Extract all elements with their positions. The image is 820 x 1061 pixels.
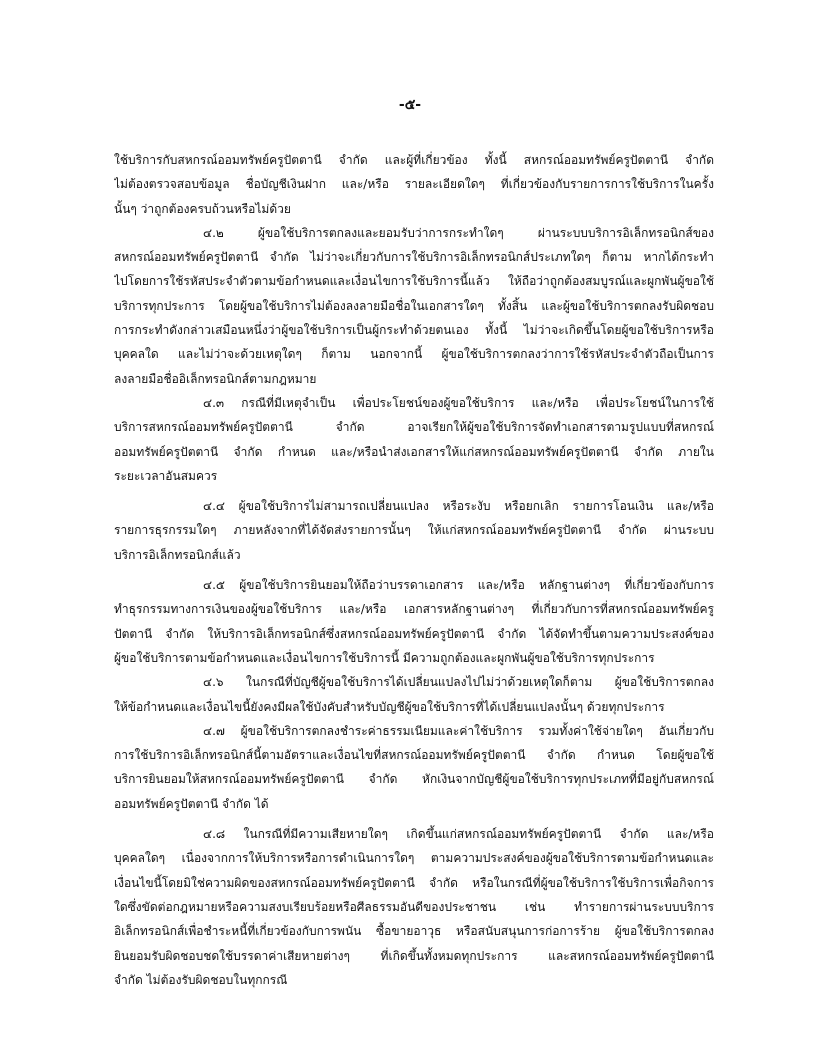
text-line: ระยะเวลาอันสมควร: [114, 468, 218, 483]
text-line: ออมทรัพย์ครูปัตตานี จำกัด กำหนด และ/หรือนำส่งเอกสารให้แก่สหกรณ์ออมทรัพย์ครูปัตตานี จำกัด ภายใน: [114, 444, 714, 459]
text-line: บุคคลใดๆ เนื่องจากการให้บริการหรือการดำเนินการใดๆ ตามความประสงค์ของผู้ขอใช้บริการตามข้อกำหนดและ: [114, 851, 714, 866]
text-line: เงื่อนไขนี้โดยมิใช่ความผิดของสหกรณ์ออมทรัพย์ครูปัตตานี จำกัด หรือในกรณีที่ผู้ขอใช้บริการใช้บริการเพื่อกิจการ: [114, 875, 714, 890]
text-line: อิเล็กทรอนิกส์เพื่อชำระหนี้ที่เกี่ยวข้องกับการพนัน ซื้อขายอาวุธ หรือสนับสนุนการก่อการร้าย ผู้ขอใช้บริการตกลง: [114, 924, 714, 939]
text-line: บริการสหกรณ์ออมทรัพย์ครูปัตตานี จำกัด อาจเรียกให้ผู้ขอใช้บริการจัดทำเอกสารตามรูปแบบที่สหกรณ์: [114, 420, 714, 435]
text-line: ลงลายมือชื่ออิเล็กทรอนิกส์ตามกฎหมาย: [114, 371, 317, 386]
text-line: ไม่ต้องตรวจสอบข้อมูล ชื่อบัญชีเงินฝาก และ/หรือ รายละเอียดใดๆ ที่เกี่ยวข้องกับรายการการใช้บริการในครั้ง: [114, 177, 714, 192]
text-line: ๔.๖ ในกรณีที่บัญชีผู้ขอใช้บริการได้เปลี่ยนแปลงไปไม่ว่าด้วยเหตุใดก็ตาม ผู้ขอใช้บริการตกลง: [203, 675, 714, 690]
text-line: ผู้ขอใช้บริการตามข้อกำหนดและเงื่อนไขการใช้บริการนี้ มีความถูกต้องและผูกพันผู้ขอใช้บริการทุกประการ: [114, 650, 655, 665]
text-line: ๔.๒ ผู้ขอใช้บริการตกลงและยอมรับว่าการกระทำใดๆ ผ่านระบบบริการอิเล็กทรอนิกส์ของ: [203, 225, 714, 240]
paragraph-4-5: [114, 573, 714, 670]
text-line: บริการอิเล็กทรอนิกส์แล้ว: [114, 547, 241, 562]
text-line: บุคคลใด และไม่ว่าจะด้วยเหตุใดๆ ก็ตาม นอกจากนี้ ผู้ขอใช้บริการตกลงว่าการใช้รหัสประจำตัวถือเป็นการ: [114, 347, 714, 362]
text-line: จำกัด ไม่ต้องรับผิดชอบในทุกกรณี: [114, 972, 288, 987]
text-line: การกระทำดังกล่าวเสมือนหนึ่งว่าผู้ขอใช้บริการเป็นผู้กระทำด้วยตนเอง ทั้งนี้ ไม่ว่าจะเกิดขึ้นโดยผู้ขอใช้บริการหรือ: [114, 323, 714, 338]
text-line: สหกรณ์ออมทรัพย์ครูปัตตานี จำกัด ไม่ว่าจะเกี่ยวกับการใช้บริการอิเล็กทรอนิกส์ประเภทใดๆ ก็ตาม หากได้กระทำ: [114, 250, 714, 265]
text-line: ออมทรัพย์ครูปัตตานี จำกัด ได้: [114, 796, 269, 811]
text-line: ๔.๕ ผู้ขอใช้บริการยินยอมให้ถือว่าบรรดาเอกสาร และ/หรือ หลักฐานต่างๆ ที่เกี่ยวข้องกับการ: [203, 578, 714, 593]
text-line: ๔.๘ ในกรณีที่มีความเสียหายใดๆ เกิดขึ้นแก่สหกรณ์ออมทรัพย์ครูปัตตานี จำกัด และ/หรือ: [203, 827, 714, 842]
paragraph-4-3: [114, 391, 714, 488]
page-number: -๕-: [398, 97, 422, 113]
text-line: ๔.๓ กรณีที่มีเหตุจำเป็น เพื่อประโยชน์ของผู้ขอใช้บริการ และ/หรือ เพื่อประโยชน์ในการใช้: [203, 395, 714, 410]
text-line: บริการยินยอมให้สหกรณ์ออมทรัพย์ครูปัตตานี จำกัด หักเงินจากบัญชีผู้ขอใช้บริการทุกประเภทที่มีอยู่กับสหกรณ์: [114, 772, 714, 787]
paragraph-continuation: [114, 148, 714, 221]
text-line: รายการธุรกรรมใดๆ ภายหลังจากที่ได้จัดส่งรายการนั้นๆ ให้แก่สหกรณ์ออมทรัพย์ครูปัตตานี จำกัด ผ่านระบบ: [114, 523, 714, 538]
paragraph-4-4: [114, 494, 714, 567]
text-line: ใช้บริการกับสหกรณ์ออมทรัพย์ครูปัตตานี จำกัด และผู้ที่เกี่ยวข้อง ทั้งนี้ สหกรณ์ออมทรัพย์ครูปัตตานี จำกัด: [114, 153, 714, 167]
text-line: ไปโดยการใช้รหัสประจำตัวตามข้อกำหนดและเงื่อนไขการใช้บริการนี้แล้ว ให้ถือว่าถูกต้องสมบูรณ์และผูกพันผู้ขอใช้: [114, 274, 714, 289]
paragraph-4-2: [114, 221, 714, 391]
text-line: ทำธุรกรรมทางการเงินของผู้ขอใช้บริการ และ/หรือ เอกสารหลักฐานต่างๆ ที่เกี่ยวกับการที่สหกรณ์ออมทรัพย์ครู: [114, 602, 714, 617]
text-line: ยินยอมรับผิดชอบชดใช้บรรดาค่าเสียหายต่างๆ ที่เกิดขึ้นทั้งหมดทุกประการ และสหกรณ์ออมทรัพย์ครูปัตตานี: [114, 948, 714, 963]
text-line: ให้ข้อกำหนดและเงื่อนไขนี้ยังคงมีผลใช้บังคับสำหรับบัญชีผู้ขอใช้บริการที่ได้เปลี่ยนแปลงนั้นๆ ด้วยทุกประการ: [114, 699, 665, 714]
text-line: ๔.๗ ผู้ขอใช้บริการตกลงชำระค่าธรรมเนียมและค่าใช้บริการ รวมทั้งค่าใช้จ่ายใดๆ อันเกี่ยวกับ: [203, 723, 714, 738]
text-line: นั้นๆ ว่าถูกต้องครบถ้วนหรือไม่ด้วย: [114, 201, 291, 216]
paragraph-4-7: [114, 719, 714, 816]
paragraph-4-6: [114, 670, 714, 719]
text-line: บริการทุกประการ โดยผู้ขอใช้บริการไม่ต้องลงลายมือชื่อในเอกสารใดๆ ทั้งสิ้น และผู้ขอใช้บริการตกลงรับผิดชอบ: [114, 298, 714, 313]
text-line: ใดซึ่งขัดต่อกฎหมายหรือความสงบเรียบร้อยหรือศีลธรรมอันดีของประชาชน เช่น ทำรายการผ่านระบบบริการ: [114, 899, 714, 914]
text-line: ๔.๔ ผู้ขอใช้บริการไม่สามารถเปลี่ยนแปลง หรือระงับ หรือยกเลิก รายการโอนเงิน และ/หรือ: [203, 499, 714, 514]
text-line: ปัตตานี จำกัด ให้บริการอิเล็กทรอนิกส์ซึ่งสหกรณ์ออมทรัพย์ครูปัตตานี จำกัด ได้จัดทำขึ้นตามความประสงค์ของ: [114, 626, 714, 641]
text-line: การใช้บริการอิเล็กทรอนิกส์นี้ตามอัตราและเงื่อนไขที่สหกรณ์ออมทรัพย์ครูปัตตานี จำกัด กำหนด โดยผู้ขอใช้: [114, 748, 714, 763]
paragraph-4-8: [114, 822, 714, 992]
document-body: [114, 148, 714, 992]
